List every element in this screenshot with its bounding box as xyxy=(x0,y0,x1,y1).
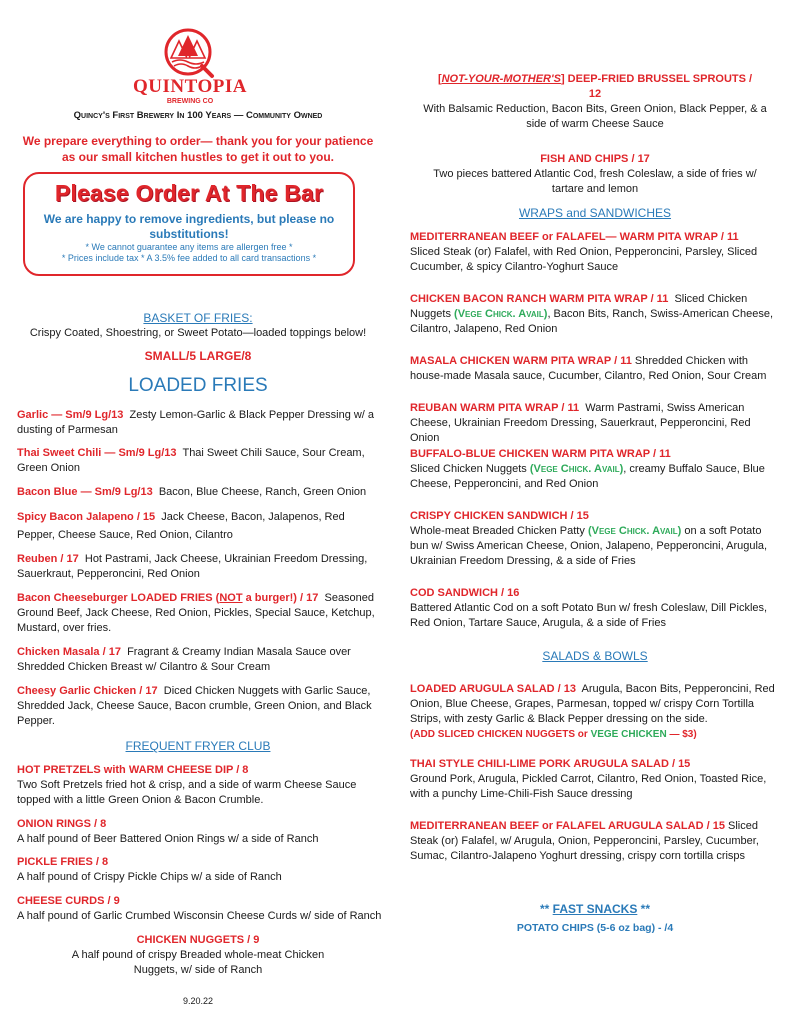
brussel-item xyxy=(408,72,782,132)
add-note-vege: VEGE CHICKEN xyxy=(590,729,667,740)
wrap-item xyxy=(410,230,782,275)
item-name: BUFFALO-BLUE CHICKEN WARM PITA WRAP / 11 xyxy=(410,448,671,460)
item-desc: Diced Chicken Nuggets with Garlic Sauce, Shredded Jack, Cheese Sauce, Bacon crumble, Green Onion, and Black Pepper. xyxy=(17,685,372,727)
item-desc: on a soft Potato bun w/ Swiss American Cheese, Onion, Jalapeno, Pepperoncini, Arugula, Ukrainian Freedom Dressing, & a side of Fries xyxy=(410,525,768,567)
fryer-item xyxy=(17,894,383,924)
item-desc: Whole-meat Breaded Chicken Patty xyxy=(410,525,585,537)
loaded-item xyxy=(17,552,383,582)
loaded-item xyxy=(17,591,383,636)
stars-left: ** xyxy=(539,902,553,916)
item-name-part: ] DEEP-FRIED BRUSSEL SPROUTS / xyxy=(560,73,753,85)
item-name: ONION RINGS / 8 xyxy=(17,818,107,830)
wrap-item xyxy=(410,447,782,492)
fries-title: BASKET OF FRIES: xyxy=(143,311,253,325)
item-name-emphasis: NOT xyxy=(219,592,243,604)
fast-snacks-label: FAST SNACKS xyxy=(552,902,638,916)
item-desc: Thai Sweet Chili Sauce, Sour Cream, Green Onion xyxy=(17,447,365,474)
vege-available: (Vege Chick. Avail) xyxy=(587,525,682,537)
item-price: 12 xyxy=(588,88,602,100)
fries-section xyxy=(14,311,382,364)
item-name: Cheesy Garlic Chicken / 17 xyxy=(17,685,158,697)
item-name: Thai Sweet Chili — Sm/9 Lg/13 xyxy=(17,447,177,459)
loaded-item xyxy=(17,485,383,500)
item-name: Reuben / 17 xyxy=(17,553,79,565)
item-desc: Battered Atlantic Cod on a soft Potato Bun w/ fresh Coleslaw, Dill Pickles, Red Onion, Tartare Sauce, Arugula, & a side of Fries xyxy=(410,602,768,629)
item-desc: Hot Pastrami, Jack Cheese, Ukrainian Freedom Dressing, Sauerkraut, Pepperoncini, Red Onion xyxy=(17,553,368,580)
brand-subtitle: BREWING CO xyxy=(166,98,214,105)
prep-line-1: We prepare everything to order— thank you for your patience xyxy=(22,134,374,148)
item-desc: Two Soft Pretzels fried hot & crisp, and a side of warm Cheese Sauce topped with a little Green Onion & Bacon Crumble. xyxy=(17,779,357,806)
prep-notice xyxy=(14,133,382,165)
quintopia-logo-icon xyxy=(158,26,218,80)
add-note-part: — $3) xyxy=(666,729,697,740)
item-name: CHICKEN NUGGETS / 9 xyxy=(136,934,260,946)
item-desc: With Balsamic Reduction, Bacon Bits, Green Onion, Black Pepper, & a xyxy=(423,103,767,115)
fryer-item xyxy=(17,763,383,808)
loaded-item xyxy=(17,645,383,675)
item-name xyxy=(408,72,782,87)
salads-title: SALADS & BOWLS xyxy=(542,649,648,663)
item-name: HOT PRETZELS with WARM CHEESE DIP / 8 xyxy=(17,764,249,776)
vege-available: (Vege Chick. Avail) xyxy=(454,308,548,320)
remove-ingredients-note xyxy=(25,212,353,242)
item-name: REUBAN WARM PITA WRAP / 11 xyxy=(410,402,580,414)
item-name: Bacon Blue — Sm/9 Lg/13 xyxy=(17,486,153,498)
item-desc: A half pound of Crispy Pickle Chips w/ a side of Ranch xyxy=(17,871,282,883)
item-name: Chicken Masala / 17 xyxy=(17,646,121,658)
item-name-part: a burger!) / 17 xyxy=(242,592,319,604)
item-name-part: [ xyxy=(437,73,442,85)
vege-available: (Vege Chick. Avail) xyxy=(529,463,624,475)
item-desc: Arugula, Bacon Bits, Pepperoncini, Red Onion, Blue Cheese, Grapes, Parmesan, topped w/ crispy Corn Tortilla Strips, with zesty Garlic & Black Pepper dressing on the side. xyxy=(410,683,775,725)
order-title: Please Order At The Bar xyxy=(54,180,324,206)
item-desc: Fragrant & Creamy Indian Masala Sauce over Shredded Chicken Breast w/ Cilantro & Sour Cream xyxy=(17,646,351,673)
fish-item xyxy=(408,152,782,197)
item-name-part: Bacon Cheeseburger LOADED FRIES ( xyxy=(17,592,220,604)
item-desc: Two pieces battered Atlantic Cod, fresh Coleslaw, a side of fries w/ xyxy=(433,168,757,180)
item-name: COD SANDWICH / 16 xyxy=(410,587,520,599)
prep-line-2: as our small kitchen hustles to get it out to you. xyxy=(61,150,335,164)
order-at-bar-box xyxy=(23,172,355,276)
fryer-item xyxy=(14,933,382,978)
item-name: THAI STYLE CHILI-LIME PORK ARUGULA SALAD / 15 xyxy=(410,758,691,770)
fryer-item xyxy=(17,817,383,847)
item-desc: Sliced Chicken Nuggets xyxy=(410,293,748,320)
item-name: CRISPY CHICKEN SANDWICH / 15 xyxy=(410,510,589,522)
item-desc: Sliced Chicken Nuggets xyxy=(410,463,527,475)
item-desc: Seasoned Ground Beef, Jack Cheese, Red Onion, Pickles, Special Sauce, Ketchup, Mustard, over fries. xyxy=(17,592,375,634)
item-desc: side of warm Cheese Sauce xyxy=(526,118,664,130)
menu-date: 9.20.22 xyxy=(182,996,214,1006)
salad-item xyxy=(410,819,782,864)
item-desc: Sliced Steak (or) Falafel, with Red Onion, Pepperoncini, Parsley, Sliced Cucumber, & spicy Cilantro-Yoghurt Sauce xyxy=(410,246,758,273)
item-desc: Ground Pork, Arugula, Pickled Carrot, Cilantro, Red Onion, Toasted Rice, with a punchy Lime-Chili-Fish Sauce dressing xyxy=(410,773,767,800)
salad-item xyxy=(410,682,782,742)
stars-right: ** xyxy=(637,902,651,916)
item-desc: Shredded Chicken with house-made Masala sauce, Cucumber, Cilantro, Red Onion, Sour Cream xyxy=(410,355,767,382)
item-name: LOADED ARUGULA SALAD / 13 xyxy=(410,683,577,695)
loaded-item xyxy=(17,408,383,438)
wrap-item xyxy=(410,509,782,569)
item-desc: A half pound of crispy Breaded whole-meat Chicken xyxy=(71,949,325,961)
item-name: MEDITERRANEAN BEEF or FALAFEL— WARM PITA WRAP / 11 xyxy=(410,231,739,243)
brand-name: QUINTOPIA xyxy=(133,76,247,97)
item-name: Spicy Bacon Jalapeno / 15 xyxy=(17,511,156,523)
remove-line-1: We are happy to remove ingredients, but please no xyxy=(43,212,335,226)
item-desc: , Bacon Bits, Ranch, Swiss-American Cheese, Cilantro, Jalapeno, Red Onion xyxy=(410,308,774,335)
item-desc: Jack Cheese, Bacon, Jalapenos, Red Pepper, Cheese Sauce, Red Onion, Cilantro xyxy=(17,511,345,541)
item-name-emphasis: NOT-YOUR-MOTHER'S xyxy=(441,73,561,85)
potato-chips-item: POTATO CHIPS (5-6 oz bag) - /4 xyxy=(516,922,674,934)
item-name: MASALA CHICKEN WARM PITA WRAP / 11 xyxy=(410,355,632,367)
item-desc: , creamy Buffalo Sauce, Blue Cheese, Pepperoncini, and Red Onion xyxy=(410,463,765,490)
tax-note: * Prices include tax * A 3.5% fee added to all card transactions * xyxy=(61,253,317,263)
remove-line-2: substitutions! xyxy=(149,227,229,241)
fryer-item xyxy=(17,855,383,885)
item-desc: Bacon, Blue Cheese, Ranch, Green Onion xyxy=(158,486,367,498)
item-name: Garlic — Sm/9 Lg/13 xyxy=(17,409,124,421)
item-desc: Zesty Lemon-Garlic & Black Pepper Dressing w/ a dusting of Parmesan xyxy=(17,409,375,436)
item-desc: A half pound of Beer Battered Onion Rings w/ a side of Ranch xyxy=(17,833,319,845)
loaded-item xyxy=(17,446,383,476)
item-name: CHEESE CURDS / 9 xyxy=(17,895,120,907)
add-note-part: (ADD SLICED CHICKEN NUGGETS or xyxy=(410,729,591,740)
wrap-item xyxy=(410,401,782,446)
item-desc: Warm Pastrami, Swiss American Cheese, Ukrainian Freedom Dressing, Sauerkraut, Pepperoncini, Red Onion xyxy=(410,402,751,444)
wrap-item xyxy=(410,292,782,337)
item-name: CHICKEN BACON RANCH WARM PITA WRAP / 11 xyxy=(410,293,669,305)
fries-price: SMALL/5 LARGE/8 xyxy=(144,349,252,363)
item-name: FISH AND CHIPS / 17 xyxy=(540,153,650,165)
fries-desc: Crispy Coated, Shoestring, or Sweet Potato—loaded toppings below! xyxy=(29,327,367,339)
item-desc: A half pound of Garlic Crumbed Wisconsin Cheese Curds w/ side of Ranch xyxy=(17,910,382,922)
item-name: PICKLE FRIES / 8 xyxy=(17,856,109,868)
tagline: Quincy's First Brewery In 100 Years — Community Owned xyxy=(73,110,323,121)
wraps-title: WRAPS and SANDWICHES xyxy=(518,206,672,220)
loaded-item xyxy=(17,684,383,729)
loaded-fries-title: LOADED FRIES xyxy=(128,375,268,396)
item-desc: tartare and lemon xyxy=(551,183,639,195)
wrap-item xyxy=(410,354,782,384)
wrap-item xyxy=(410,586,782,631)
add-chicken-note xyxy=(410,727,782,742)
allergen-note: * We cannot guarantee any items are allergen free * xyxy=(85,242,293,252)
salad-item xyxy=(410,757,782,802)
item-name xyxy=(17,592,318,604)
item-desc: Nuggets, w/ side of Ranch xyxy=(133,964,263,976)
item-desc: Sliced Steak (or) Falafel, w/ Arugula, Onion, Pepperoncini, Parsley, Cucumber, Sumac, Cilantro-Jalapeno Yoghurt dressing, crispy corn tortilla crisps xyxy=(410,820,759,862)
fryer-club-title: FREQUENT FRYER CLUB xyxy=(125,739,271,753)
loaded-item xyxy=(17,508,383,544)
fast-snacks-title xyxy=(408,902,782,917)
item-name: MEDITERRANEAN BEEF or FALAFEL ARUGULA SALAD / 15 xyxy=(410,820,725,832)
